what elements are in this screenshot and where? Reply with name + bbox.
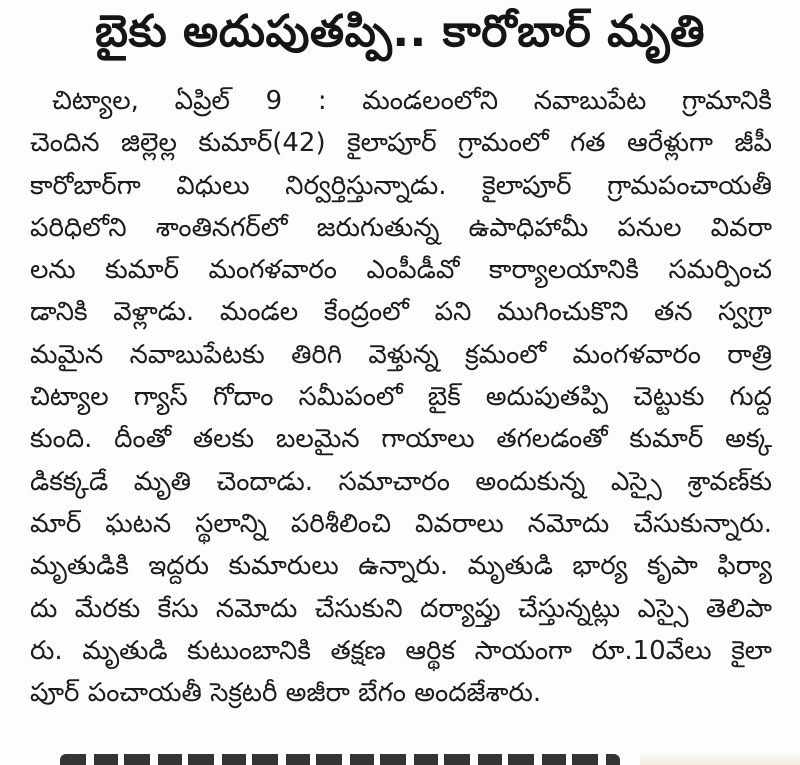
article-line: దు మేరకు కేసు నమోదు చేసుకుని దర్యాప్తు చేస్తున్నట్లు ఎస్సై తెలిపా (30, 593, 772, 624)
article-line: చిట్యాల, ఏప్రిల్ 9 : మండలంలోని నవాబుపేట గ్రామానికి (52, 86, 772, 116)
paper-edge-shade (640, 752, 800, 765)
article-line: డానికి వెళ్లాడు. మండల కేంద్రంలో పని ముగించుకొని తన స్వగ్రా (30, 297, 772, 328)
article-line: మార్ ఘటన స్థలాన్ని పరిశీలించి వివరాలు నమోదు చేసుకున్నారు. (30, 508, 772, 539)
article-body (30, 80, 772, 714)
article-line: పరిధిలోని శాంతినగర్‌లో జరుగుతున్న ఉపాధిహామీ పనుల వివరా (30, 212, 772, 243)
article-line: కుంది. దీంతో తలకు బలమైన గాయాలు తగలడంతో కుమార్ అక్క (30, 424, 772, 455)
article-headline: బైకు అదుపుతప్పి.. కారోబార్ మృతి (94, 6, 705, 57)
cropped-headline-ink (60, 754, 620, 765)
article-line: పూర్ పంచాయతీ సెక్రటరీ అజీరా బేగం అందజేశారు. (30, 678, 542, 709)
article-line: డికక్కడే మృతి చెందాడు. సమాచారం అందుకున్న ఎస్సై శ్రావణ్‌కు (30, 466, 772, 497)
article-line: మృతుడికి ఇద్దరు కుమారులు ఉన్నారు. మృతుడి భార్య కృపా ఫిర్యా (30, 551, 772, 582)
article-line: చిట్యాల గ్యాస్ గోదాం సమీపంలో బైక్ అదుపుతప్పి చెట్టుకు గుద్ద (30, 382, 772, 413)
article-line: చెందిన జిల్లెల్ల కుమార్(42) కైలాపూర్ గ్రామంలో గత ఆరేళ్లుగా జీపీ (30, 128, 772, 159)
cropped-next-headline (60, 752, 620, 765)
article-line: రు. మృతుడి కుటుంబానికి తక్షణ ఆర్థిక సాయంగా రూ.10వేలు కైలా (30, 635, 772, 666)
article-line: లను కుమార్ మంగళవారం ఎంపీడీవో కార్యాలయానికి సమర్పించ (30, 255, 772, 286)
article-line: కారోబార్‌గా విధులు నిర్వర్తిస్తున్నాడు. కైలాపూర్ గ్రామపంచాయతీ (30, 170, 772, 201)
article-line: మమైన నవాబుపేటకు తిరిగి వెళ్తున్న క్రమంలో మంగళవారం రాత్రి (30, 339, 772, 370)
